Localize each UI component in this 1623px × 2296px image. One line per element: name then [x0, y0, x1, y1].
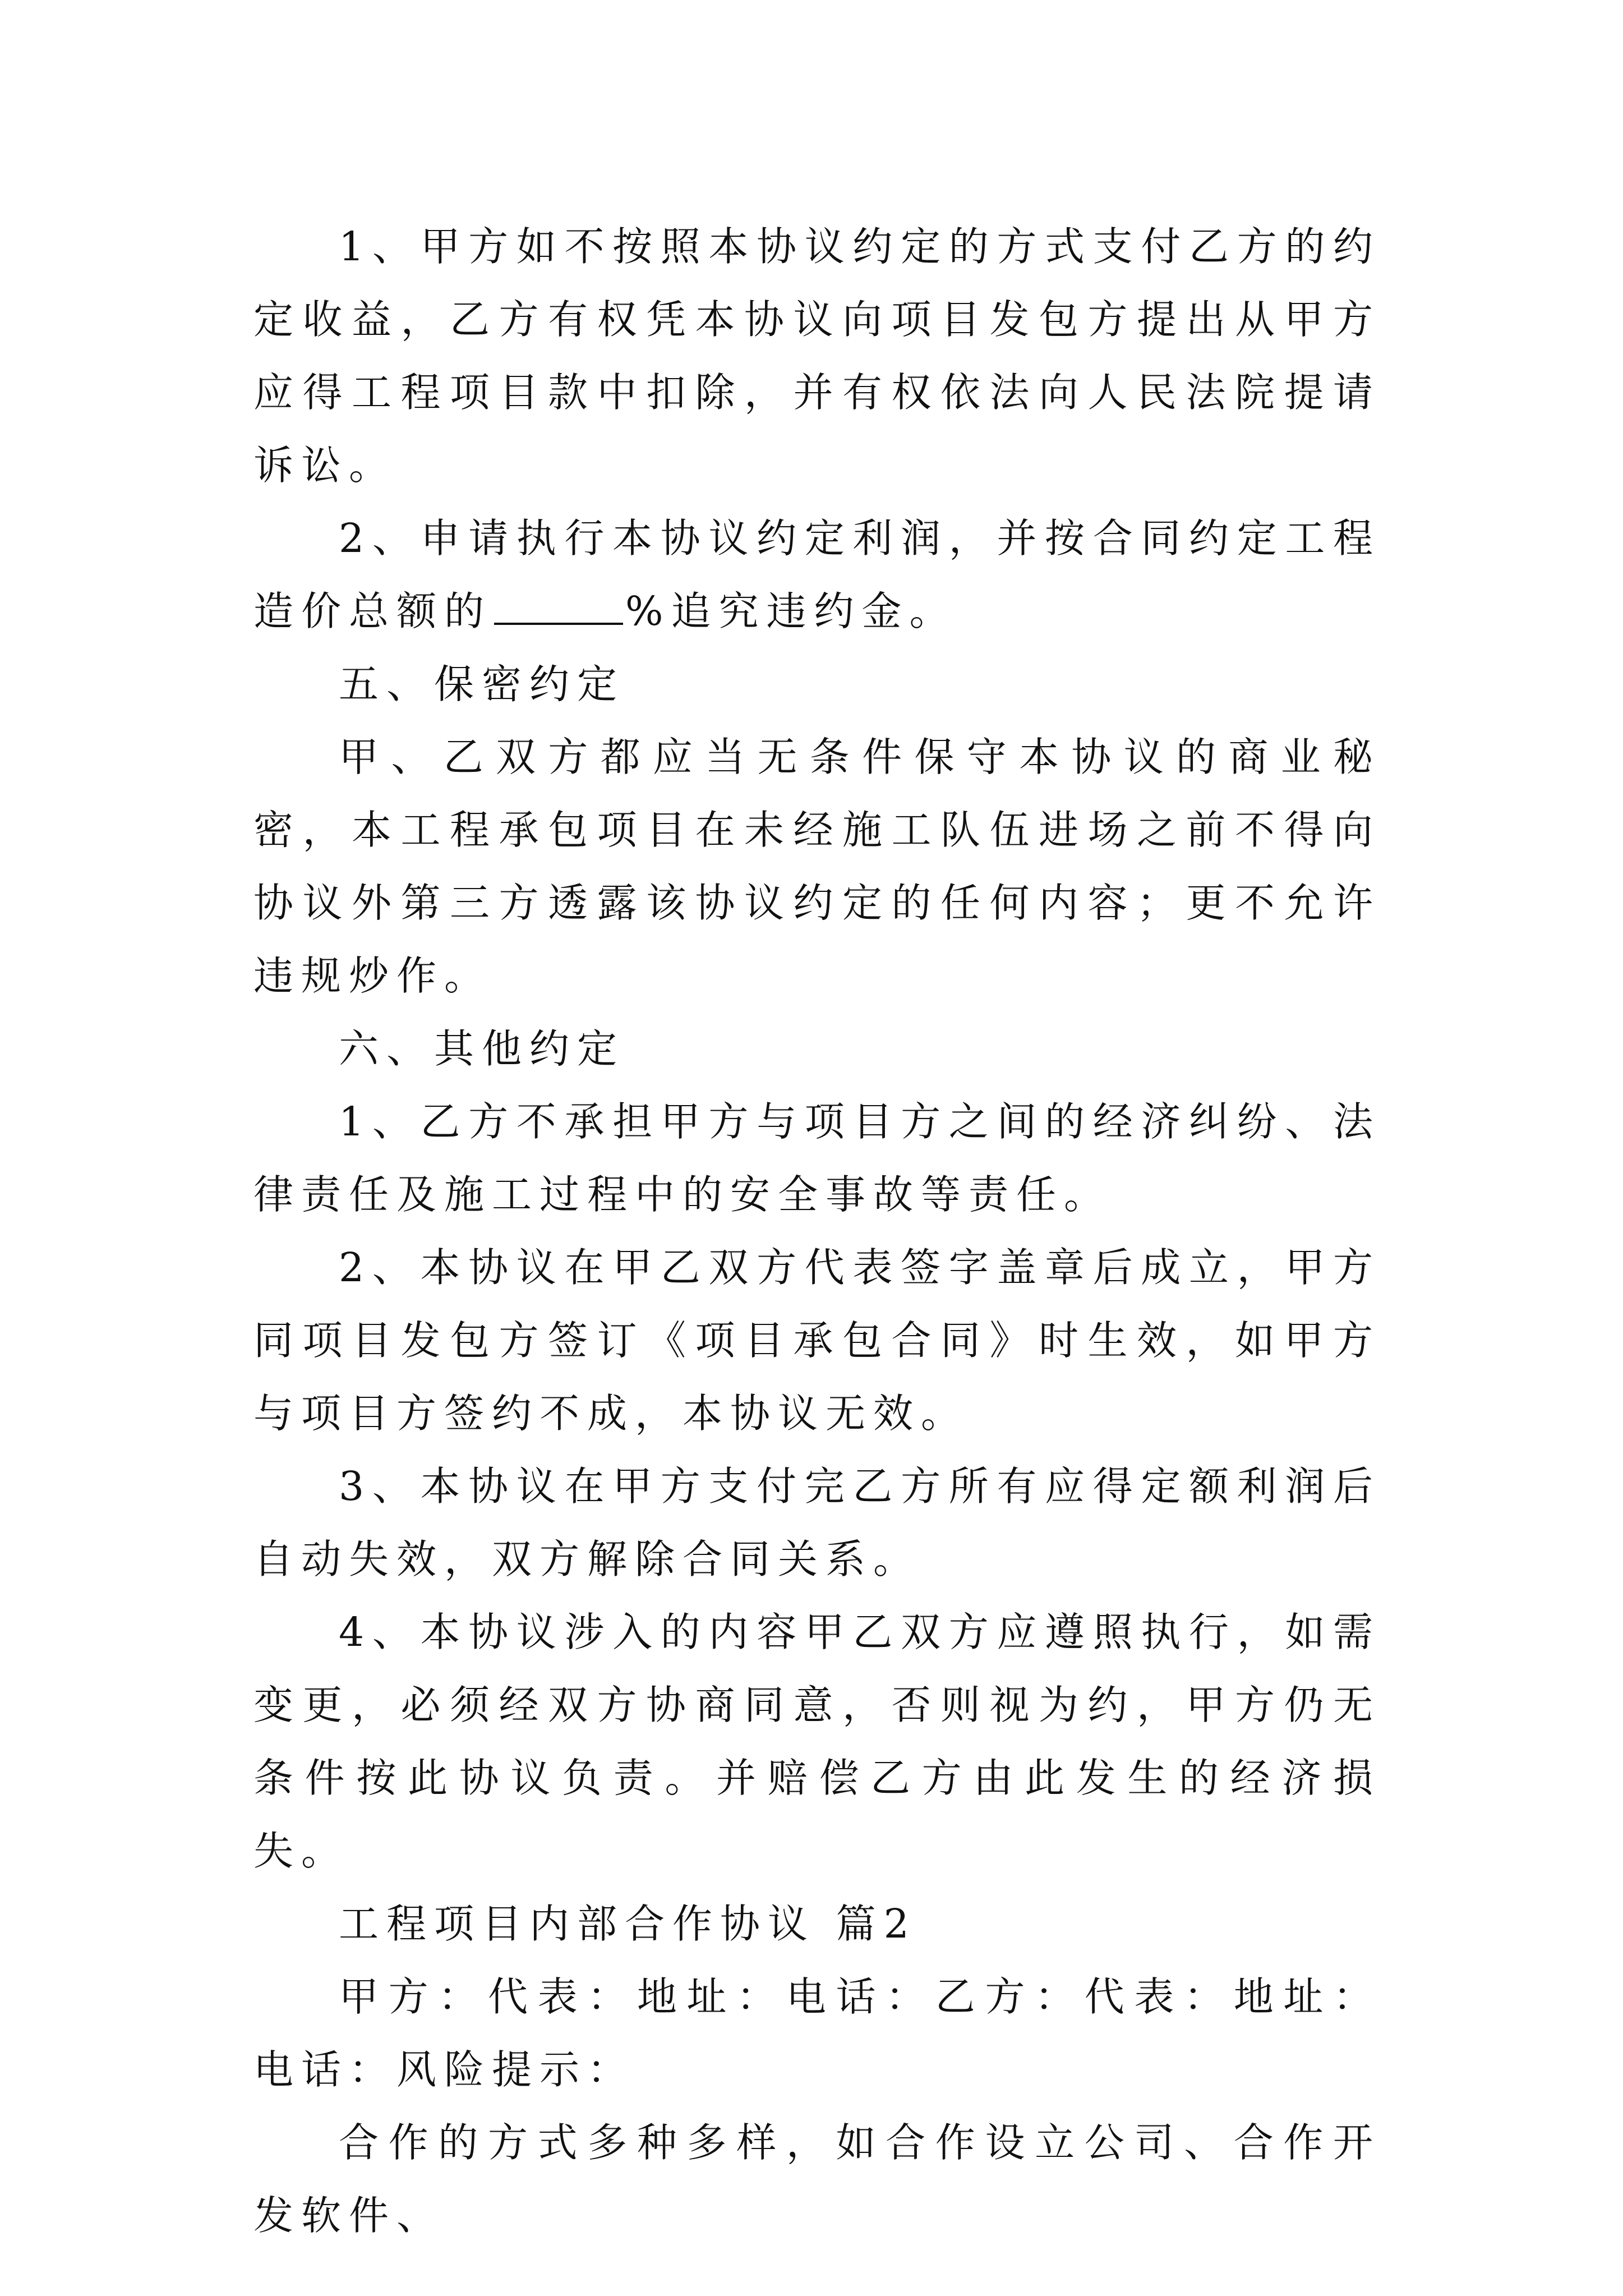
paragraph-article-2-tail: %追究违约金。 — [625, 588, 957, 634]
paragraph-cooperation-methods: 合作的方式多种多样，如合作设立公司、合作开发软件、 — [253, 2119, 1381, 2239]
paragraph-confidentiality: 甲、乙双方都应当无条件保守本协议的商业秘密，本工程承包项目在未经施工队伍进场之前不得向协议外第三方透露该协议约定的任何内容；更不允许违规炒作。 — [253, 734, 1381, 999]
section-heading-confidentiality: 五、保密约定 — [339, 661, 625, 707]
paragraph-other-1: 1、乙方不承担甲方与项目方之间的经济纠纷、法律责任及施工过程中的安全事故等责任。 — [253, 1098, 1381, 1218]
fill-in-blank — [494, 589, 623, 625]
paragraph-parties: 甲方：代表：地址：电话：乙方：代表：地址：电话：风险提示： — [253, 1973, 1381, 2093]
paragraph-article-1: 1、甲方如不按照本协议约定的方式支付乙方的约定收益，乙方有权凭本协议向项目发包方提出从甲方应得工程项目款中扣除，并有权依法向人民法院提请诉讼。 — [253, 223, 1381, 489]
paragraph-article-2 — [253, 502, 1381, 648]
paragraph-other-3: 3、本协议在甲方支付完乙方所有应得定额利润后自动失效，双方解除合同关系。 — [253, 1463, 1381, 1582]
paragraph-other-4: 4、本协议涉入的内容甲乙双方应遵照执行，如需变更，必须经双方协商同意，否则视为约，甲方仍无条件按此协议负责。并赔偿乙方由此发生的经济损失。 — [253, 1609, 1381, 1874]
document-body — [253, 210, 1381, 2252]
paragraph-other-2: 2、本协议在甲乙双方代表签字盖章后成立，甲方同项目发包方签订《项目承包合同》时生效，如甲方与项目方签约不成，本协议无效。 — [253, 1244, 1381, 1437]
agreement-title-part-2: 工程项目内部合作协议 篇2 — [339, 1901, 917, 1947]
section-heading-other: 六、其他约定 — [339, 1025, 625, 1072]
paragraph-article-2-text: 2、申请执行本协议约定利润，并按合同约定工程造价总额的 — [253, 515, 1381, 634]
